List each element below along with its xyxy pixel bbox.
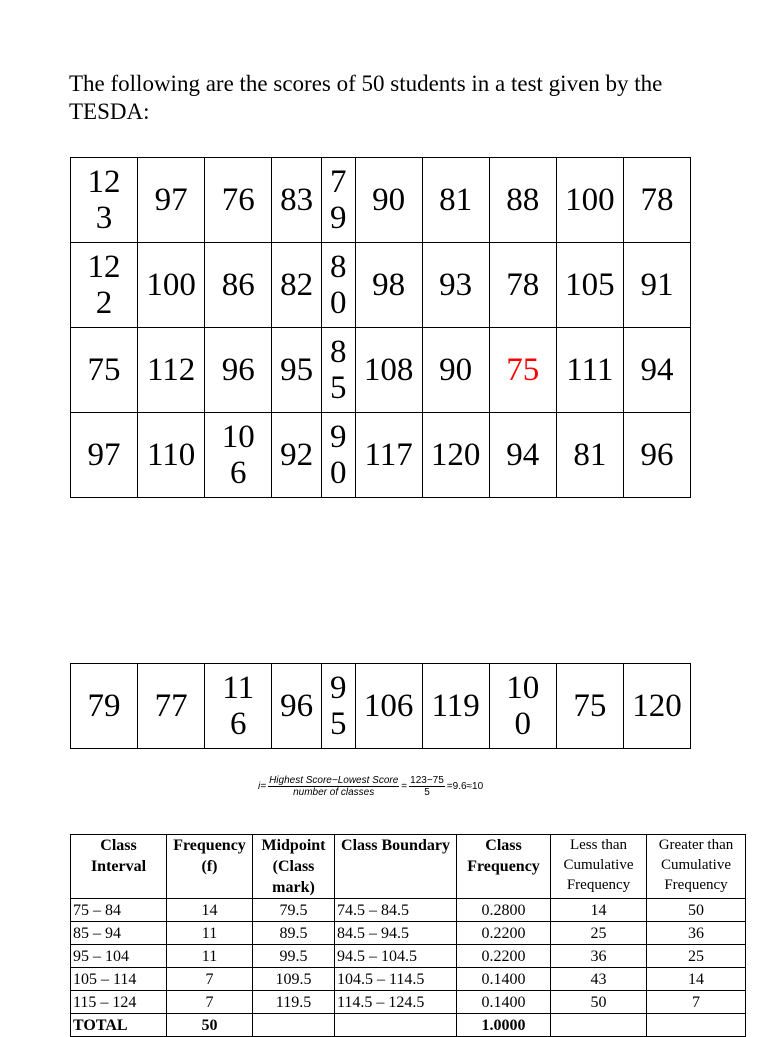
score-row	[71, 413, 691, 498]
frequency-cell: 95 – 104	[71, 945, 167, 968]
frequency-cell: 11	[167, 922, 253, 945]
score-cell: 120	[422, 413, 489, 498]
score-cell: 86	[205, 243, 272, 328]
frequency-cell: 36	[647, 922, 746, 945]
frequency-row	[71, 991, 746, 1014]
frequency-cell: 50	[551, 991, 647, 1014]
scores-table-bottom-body	[71, 664, 691, 749]
formula-denominator-2: 5	[424, 787, 430, 798]
frequency-cell: 1.0000	[457, 1014, 551, 1037]
score-row	[71, 328, 691, 413]
frequency-row	[71, 922, 746, 945]
score-cell: 97	[71, 413, 138, 498]
score-cell: 12 2	[71, 243, 138, 328]
frequency-cell: 0.2200	[457, 945, 551, 968]
score-cell: 111	[556, 328, 623, 413]
score-cell: 110	[138, 413, 205, 498]
score-cell: 105	[556, 243, 623, 328]
score-cell: 82	[272, 243, 322, 328]
score-cell: 108	[355, 328, 422, 413]
score-cell: 78	[623, 158, 690, 243]
score-cell: 95	[272, 328, 322, 413]
frequency-cell: 109.5	[253, 968, 335, 991]
frequency-cell: 89.5	[253, 922, 335, 945]
score-cell: 81	[422, 158, 489, 243]
header-midpoint: Midpoint (Class mark)	[253, 835, 335, 899]
formula-fraction-1	[268, 775, 399, 798]
intro-text: The following are the scores of 50 students in a test given by the TESDA:	[69, 71, 663, 124]
score-cell: 97	[138, 158, 205, 243]
frequency-table-body	[71, 899, 746, 1037]
frequency-cell: 25	[647, 945, 746, 968]
formula-denominator-1: number of classes	[293, 787, 375, 798]
score-cell: 93	[422, 243, 489, 328]
frequency-cell	[647, 1014, 746, 1037]
header-frequency: Frequency (f)	[167, 835, 253, 899]
frequency-cell: 36	[551, 945, 647, 968]
score-cell: 9 0	[322, 413, 356, 498]
frequency-cell: 7	[167, 991, 253, 1014]
score-cell: 10 0	[489, 664, 556, 749]
score-cell: 96	[205, 328, 272, 413]
score-cell: 7 9	[322, 158, 356, 243]
score-cell: 90	[355, 158, 422, 243]
score-cell: 75	[556, 664, 623, 749]
frequency-cell: 74.5 – 84.5	[335, 899, 457, 922]
formula-result: =9.6≈10	[446, 781, 484, 792]
formula-numerator-1: Highest Score−Lowest Score	[269, 775, 399, 786]
score-cell: 79	[71, 664, 138, 749]
score-cell: 112	[138, 328, 205, 413]
header-class-frequency: Class Frequency	[457, 835, 551, 899]
score-cell: 78	[489, 243, 556, 328]
frequency-cell: 114.5 – 124.5	[335, 991, 457, 1014]
frequency-row	[71, 968, 746, 991]
frequency-cell: 0.1400	[457, 991, 551, 1014]
frequency-cell: 7	[167, 968, 253, 991]
frequency-header-row	[71, 835, 746, 899]
score-cell: 92	[272, 413, 322, 498]
frequency-row	[71, 899, 746, 922]
frequency-cell: 11	[167, 945, 253, 968]
frequency-cell	[335, 1014, 457, 1037]
header-class-boundary: Class Boundary	[335, 835, 457, 899]
frequency-cell: 50	[647, 899, 746, 922]
frequency-cell	[253, 1014, 335, 1037]
score-row	[71, 158, 691, 243]
score-cell: 8 5	[322, 328, 356, 413]
frequency-cell: 25	[551, 922, 647, 945]
score-cell: 117	[355, 413, 422, 498]
score-cell: 96	[623, 413, 690, 498]
frequency-cell: 0.2800	[457, 899, 551, 922]
score-cell: 88	[489, 158, 556, 243]
score-cell: 77	[138, 664, 205, 749]
scores-table-bottom	[70, 663, 691, 749]
score-cell: 96	[272, 664, 322, 749]
frequency-cell: 85 – 94	[71, 922, 167, 945]
score-cell: 9 5	[322, 664, 356, 749]
frequency-cell: 14	[167, 899, 253, 922]
score-row	[71, 664, 691, 749]
score-cell: 100	[138, 243, 205, 328]
score-cell: 81	[556, 413, 623, 498]
frequency-cell: 14	[647, 968, 746, 991]
formula-fraction-2	[409, 775, 445, 798]
score-cell: 76	[205, 158, 272, 243]
score-cell: 8 0	[322, 243, 356, 328]
formula-equals: =	[401, 781, 408, 792]
frequency-cell: 0.2200	[457, 922, 551, 945]
frequency-cell: 104.5 – 114.5	[335, 968, 457, 991]
formula-lhs: i=	[258, 781, 267, 792]
score-cell: 75	[489, 328, 556, 413]
frequency-cell: 0.1400	[457, 968, 551, 991]
header-class-interval: Class Interval	[71, 835, 167, 899]
score-cell: 106	[355, 664, 422, 749]
frequency-distribution-table	[70, 834, 746, 1037]
frequency-cell: 115 – 124	[71, 991, 167, 1014]
frequency-cell	[551, 1014, 647, 1037]
score-cell: 94	[489, 413, 556, 498]
score-cell: 94	[623, 328, 690, 413]
frequency-cell: 50	[167, 1014, 253, 1037]
score-cell: 83	[272, 158, 322, 243]
score-cell: 12 3	[71, 158, 138, 243]
score-cell: 91	[623, 243, 690, 328]
frequency-total-row	[71, 1014, 746, 1037]
score-cell: 75	[71, 328, 138, 413]
frequency-row	[71, 945, 746, 968]
score-cell: 11 6	[205, 664, 272, 749]
frequency-cell: 75 – 84	[71, 899, 167, 922]
scores-table-top	[70, 157, 691, 498]
frequency-cell: 99.5	[253, 945, 335, 968]
frequency-cell: 7	[647, 991, 746, 1014]
score-row	[71, 243, 691, 328]
frequency-cell: 43	[551, 968, 647, 991]
score-cell: 10 6	[205, 413, 272, 498]
score-cell: 100	[556, 158, 623, 243]
frequency-cell: 105 – 114	[71, 968, 167, 991]
frequency-cell: 94.5 – 104.5	[335, 945, 457, 968]
header-greater-than-cumulative: Greater than Cumulative Frequency	[647, 835, 746, 899]
frequency-cell: 79.5	[253, 899, 335, 922]
formula-numerator-2: 123−75	[410, 775, 444, 786]
frequency-cell: 84.5 – 94.5	[335, 922, 457, 945]
scores-table-top-body	[71, 158, 691, 498]
header-less-than-cumulative: Less than Cumulative Frequency	[551, 835, 647, 899]
frequency-cell: TOTAL	[71, 1014, 167, 1037]
class-width-formula	[258, 775, 483, 798]
frequency-cell: 14	[551, 899, 647, 922]
score-cell: 119	[422, 664, 489, 749]
frequency-cell: 119.5	[253, 991, 335, 1014]
score-cell: 90	[422, 328, 489, 413]
score-cell: 120	[623, 664, 690, 749]
score-cell: 98	[355, 243, 422, 328]
